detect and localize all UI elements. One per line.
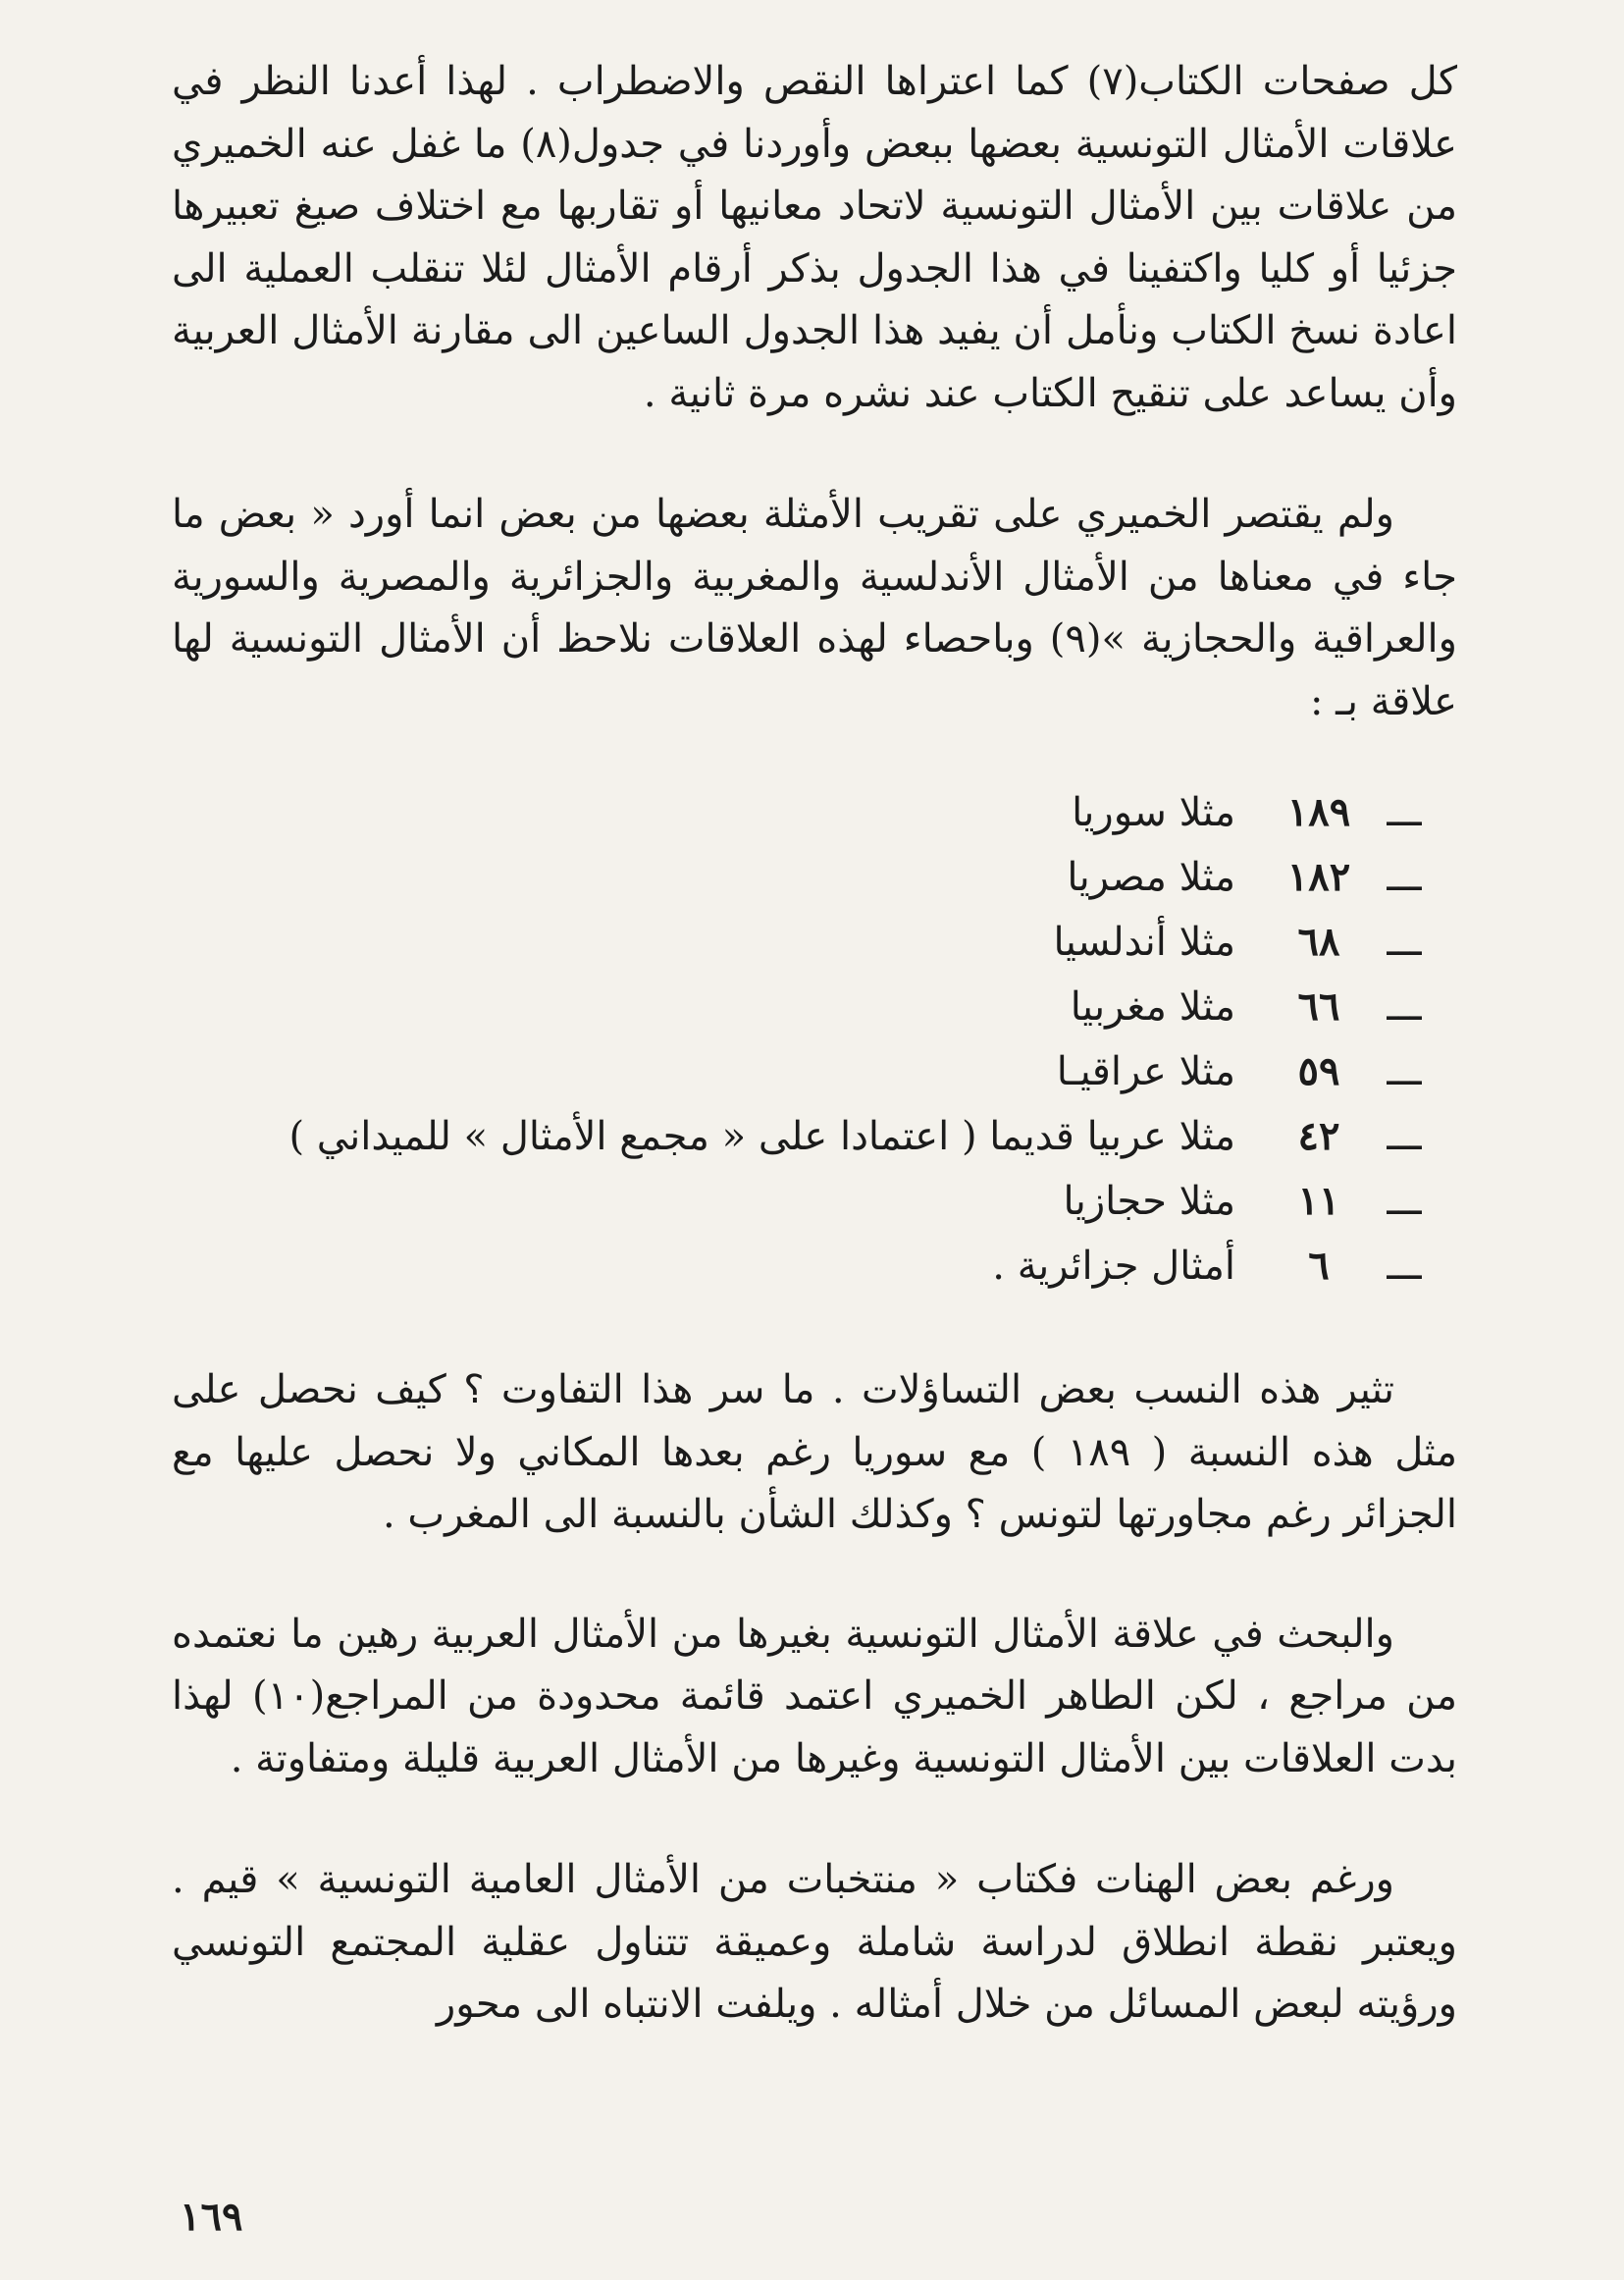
region-label: مثلا حجازيا <box>1063 1179 1235 1224</box>
list-item <box>172 1104 1457 1169</box>
dash: ـــ <box>1387 920 1422 965</box>
dash: ـــ <box>1387 1049 1422 1094</box>
list-item <box>172 845 1457 910</box>
dash: ـــ <box>1387 984 1422 1030</box>
count: ٦ <box>1308 1243 1330 1289</box>
paragraph-1: كل صفحات الكتاب(٧) كما اعتراها النقص والاضطراب . لهذا أعدنا النظر في علاقات الأمثال التونسية بعضها ببعض وأوردنا في جدول(٨) ما غفل عنه الخميري من علاقات بين الأمثال التونسية لاتحاد معانيها أو تقاربها مع اختلاف صيغ تعبيرها جزئيا أو كليا واكتفينا في هذا الجدول بذكر أرقام الأمثال لئلا تنقلب العملية الى اعادة نسخ الكتاب ونأمل أن يفيد هذا الجدول الساعين الى مقارنة الأمثال العربية وأن يساعد على تنقيح الكتاب عند نشره مرة ثانية . <box>172 59 1457 416</box>
dash: ـــ <box>1387 790 1422 835</box>
count: ٦٦ <box>1297 983 1340 1030</box>
statistics-list <box>172 780 1457 1299</box>
count: ١٨٢ <box>1286 854 1351 900</box>
list-item <box>172 910 1457 975</box>
region-label: مثلا عربيا قديما ( اعتمادا على « مجمع الأمثال » للميداني ) <box>288 1114 1235 1159</box>
list-item <box>172 1234 1457 1299</box>
paragraph-5: ورغم بعض الهنات فكتاب « منتخبات من الأمثال العامية التونسية » قيم . ويعتبر نقطة انطلاق لدراسة شاملة وعميقة تتناول عقلية المجتمع التونسي ورؤيته لبعض المسائل من خلال أمثاله . ويلفت الانتباه الى محور <box>172 1857 1457 2027</box>
list-item <box>172 1169 1457 1234</box>
count: ٦٨ <box>1297 919 1340 965</box>
list-item <box>172 975 1457 1039</box>
paragraph-4: والبحث في علاقة الأمثال التونسية بغيرها من الأمثال العربية رهين ما نعتمده من مراجع ، لكن الطاهر الخميري اعتمد قائمة محدودة من المراجع(١٠) لهذا بدت العلاقات بين الأمثال التونسية وغيرها من الأمثال العربية قليلة ومتفاوتة . <box>172 1611 1457 1781</box>
page <box>172 51 1457 2240</box>
count: ٤٢ <box>1297 1113 1340 1159</box>
region-label: مثلا سوريا <box>1072 790 1235 835</box>
list-item <box>172 780 1457 845</box>
region-label: مثلا مصريا <box>1067 855 1235 900</box>
dash: ـــ <box>1387 855 1422 900</box>
count: ٥٩ <box>1297 1048 1340 1094</box>
paragraph-3: تثير هذه النسب بعض التساؤلات . ما سر هذا التفاوت ؟ كيف نحصل على مثل هذه النسبة ( ١٨٩ ) مع سوريا رغم بعدها المكاني ولا نحصل عليها مع الجزائر رغم مجاورتها لتونس ؟ وكذلك الشأن بالنسبة الى المغرب . <box>172 1367 1457 1537</box>
dash: ـــ <box>1387 1179 1422 1224</box>
paragraph-2: ولم يقتصر الخميري على تقريب الأمثلة بعضها من بعض انما أورد « بعض ما جاء في معناها من الأمثال الأندلسية والمغربية والجزائرية والمصرية والسورية والعراقية والحجازية »(٩) وباحصاء لهذه العلاقات نلاحظ أن الأمثال التونسية لها علاقة بـ : <box>172 492 1457 724</box>
page-number: ١٦٩ <box>180 2194 243 2240</box>
region-label: مثلا مغربيا <box>1070 984 1235 1030</box>
region-label: مثلا أندلسيا <box>1053 920 1235 965</box>
region-label: أمثال جزائرية . <box>992 1244 1235 1289</box>
region-label: مثلا عراقيـا <box>1056 1049 1235 1094</box>
count: ١١ <box>1297 1178 1340 1224</box>
dash: ـــ <box>1387 1114 1422 1159</box>
count: ١٨٩ <box>1286 789 1351 835</box>
dash: ـــ <box>1387 1244 1422 1289</box>
list-item <box>172 1039 1457 1104</box>
